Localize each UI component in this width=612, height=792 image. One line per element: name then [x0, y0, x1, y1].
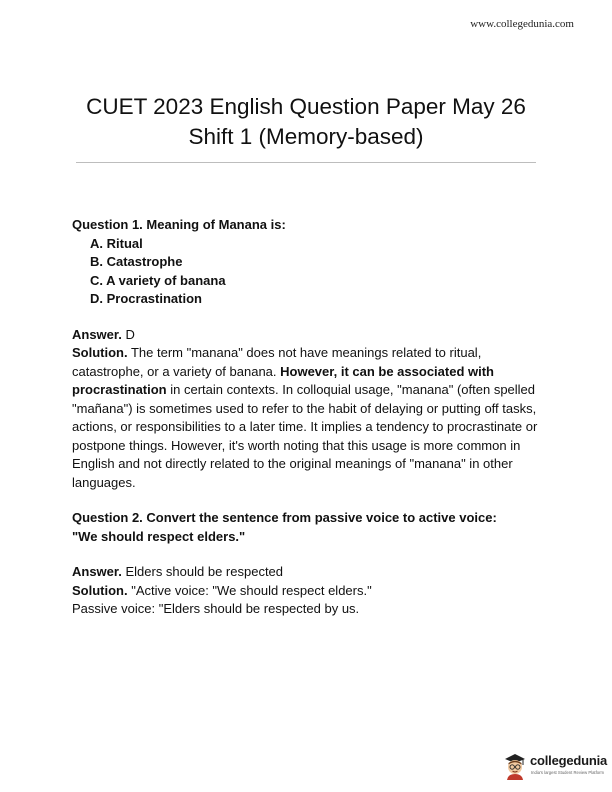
student-mascot-icon — [503, 752, 527, 780]
question-2-answer — [72, 563, 552, 582]
option-c: C. A variety of banana — [90, 272, 226, 288]
page-title-line-2: Shift 1 (Memory-based) — [188, 124, 424, 149]
answer-label: Answer. — [72, 326, 122, 342]
question-1-text: Question 1. Meaning of Manana is: — [72, 217, 286, 232]
question-1-solution — [72, 344, 552, 492]
question-2-solution — [72, 582, 552, 601]
solution-text: The term "manana" does not have meanings related to ritual, catastrophe, or a variety of banana. — [72, 345, 482, 379]
solution-highlight: However, it can be associated with procrastination — [72, 363, 494, 397]
brand-tagline: India's largest Student Review Platform — [531, 770, 604, 775]
solution-label: Solution. — [72, 345, 128, 360]
answer-value: D — [121, 326, 135, 342]
question-1-options — [72, 235, 552, 309]
page-title-line-1: CUET 2023 English Question Paper May 26 — [86, 94, 526, 119]
solution-label: Solution. — [72, 582, 128, 598]
page-title — [60, 92, 552, 152]
question-2-line-2: "We should respect elders." — [72, 528, 246, 544]
passive-voice-line: Passive voice: "Elders should be respected by us. — [72, 601, 360, 616]
answer-value: Elders should be respected — [121, 564, 284, 579]
answer-label: Answer. — [72, 564, 122, 579]
brand-name: collegedunia — [530, 753, 608, 768]
solution-text: "Active voice: "We should respect elders." — [127, 582, 372, 598]
question-1-answer — [72, 326, 552, 345]
option-b: B. Catastrophe — [90, 254, 183, 269]
site-url[interactable]: www.collegedunia.com — [470, 18, 574, 30]
solution-text-continued: in certain contexts. In colloquial usage, "manana" (often spelled "mañana") is sometimes used to refer to the habit of delaying or putting off tasks, actions, or responsibilities to a later time. It implies a tendency to procrastinate or postpone things. However, it's worth noting that this usage is more common in English and not directly related to the original meanings of "manana" in other languages. — [72, 382, 538, 490]
question-2-text — [72, 509, 552, 546]
collegedunia-logo[interactable] — [503, 750, 608, 784]
question-2-line-1: Question 2. Convert the sentence from passive voice to active voice: — [72, 510, 497, 525]
document-body — [72, 216, 552, 619]
option-d: D. Procrastination — [90, 291, 202, 306]
title-divider — [76, 162, 536, 163]
option-a: A. Ritual — [90, 235, 143, 251]
